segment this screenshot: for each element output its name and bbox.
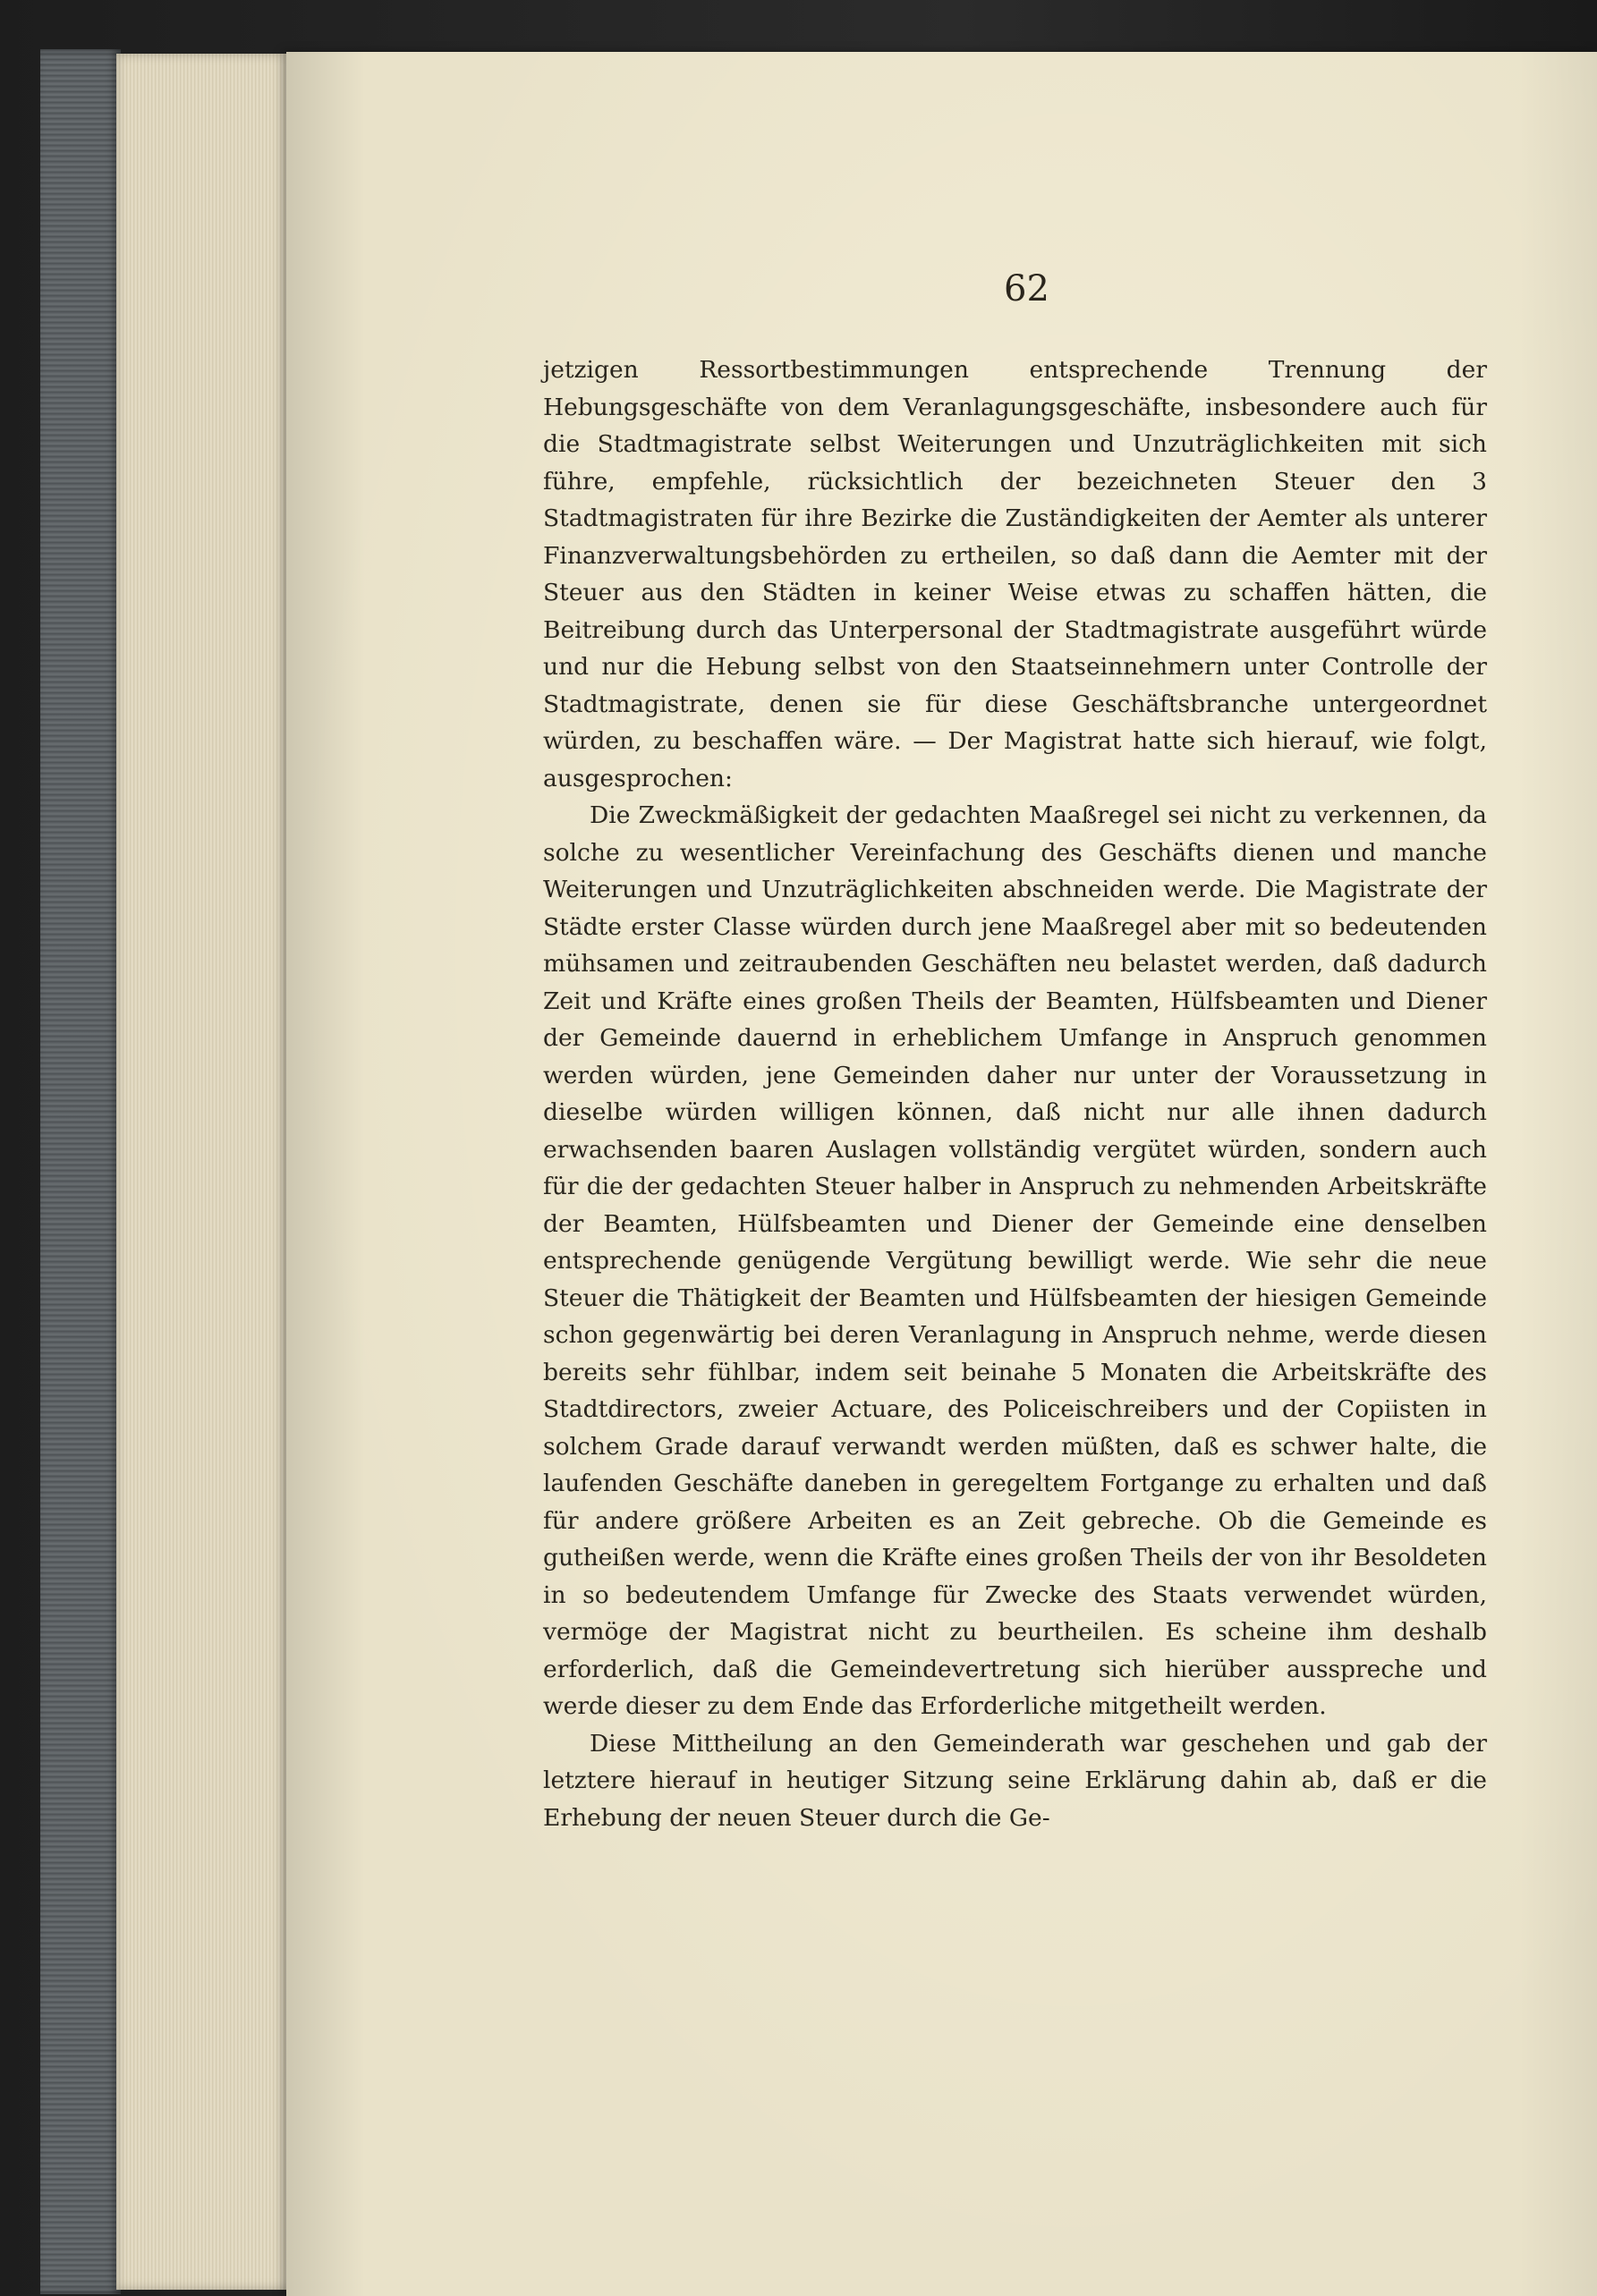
body-text bbox=[543, 352, 1487, 1836]
page-stack-edges bbox=[116, 54, 295, 2290]
page-number: 62 bbox=[1004, 268, 1049, 309]
paragraph-3: Diese Mittheilung an den Gemeinderath war geschehen und gab der letztere hierauf in heutiger Sitzung seine Erklärung dahin ab, daß er die Erhebung der neuen Steuer durch die Ge- bbox=[543, 1729, 1487, 1832]
book-cover-edge bbox=[40, 49, 121, 2294]
paragraph-1: jetzigen Ressortbestimmungen entsprechende Trennung der Hebungsgeschäfte von dem Veranlagungsgeschäfte, insbesondere auch für die Stadtmagistrate selbst Weiterungen und Unzuträglichkeiten mit sich führe, empfehle, rücksichtlich der bezeichneten Steuer den 3 Stadtmagistraten für ihre Bezirke die Zuständigkeiten der Aemter als unterer Finanzverwaltungsbehörden zu ertheilen, so daß dann die Aemter mit der Steuer aus den Städten in keiner Weise etwas zu schaffen hätten, die Beitreibung durch das Unterpersonal der Stadtmagistrate ausgeführt würde und nur die Hebung selbst von den Staatseinnehmern unter Controlle der Stadtmagistrate, denen sie für diese Geschäftsbranche untergeordnet würden, zu beschaffen wäre. — Der Magistrat hatte sich hierauf, wie folgt, ausgesprochen: bbox=[543, 356, 1487, 792]
paragraph-2: Die Zweckmäßigkeit der gedachten Maaßregel sei nicht zu verkennen, da solche zu wesentlicher Vereinfachung des Geschäfts dienen und manche Weiterungen und Unzuträglichkeiten abschneiden werde. Die Magistrate der Städte erster Classe würden durch jene Maaßregel aber mit so bedeutenden mühsamen und zeitraubenden Geschäften neu belastet werden, daß dadurch Zeit und Kräfte eines großen Theils der Beamten, Hülfsbeamten und Diener der Gemeinde dauernd in erheblichem Umfange in Anspruch genommen werden würden, jene Gemeinden daher nur unter der Voraussetzung in dieselbe würden willigen können, daß nicht nur alle ihnen dadurch erwachsenden baaren Auslagen vollständig vergütet würden, sondern auch für die der gedachten Steuer halber in Anspruch zu nehmenden Arbeitskräfte der Beamten, Hülfsbeamten und Diener der Gemeinde eine denselben entsprechende genügende Vergütung bewilligt werde. Wie sehr die neue Steuer die Thätigkeit der Beamten und Hülfsbeamten der hiesigen Gemeinde schon gegenwärtig bei deren Veranlagung in Anspruch nehme, werde diesen bereits sehr fühlbar, indem seit beinahe 5 Monaten die Arbeitskräfte des Stadtdirectors, zweier Actuare, des Policeischreibers und der Copiisten in solchem Grade darauf verwandt werden müßten, daß es schwer halte, die laufenden Geschäfte daneben in geregeltem Fortgange zu erhalten und daß für andere größere Arbeiten es an Zeit gebreche. Ob die Gemeinde es gutheißen werde, wenn die Kräfte eines großen Theils der von ihr Besoldeten in so bedeutendem Umfange für Zwecke des Staats verwendet würden, vermöge der Magistrat nicht zu beurtheilen. Es scheine ihm deshalb erforderlich, daß die Gemeindevertretung sich hierüber ausspreche und werde dieser zu dem Ende das Erforderliche mitgetheilt werden. bbox=[543, 801, 1487, 1720]
